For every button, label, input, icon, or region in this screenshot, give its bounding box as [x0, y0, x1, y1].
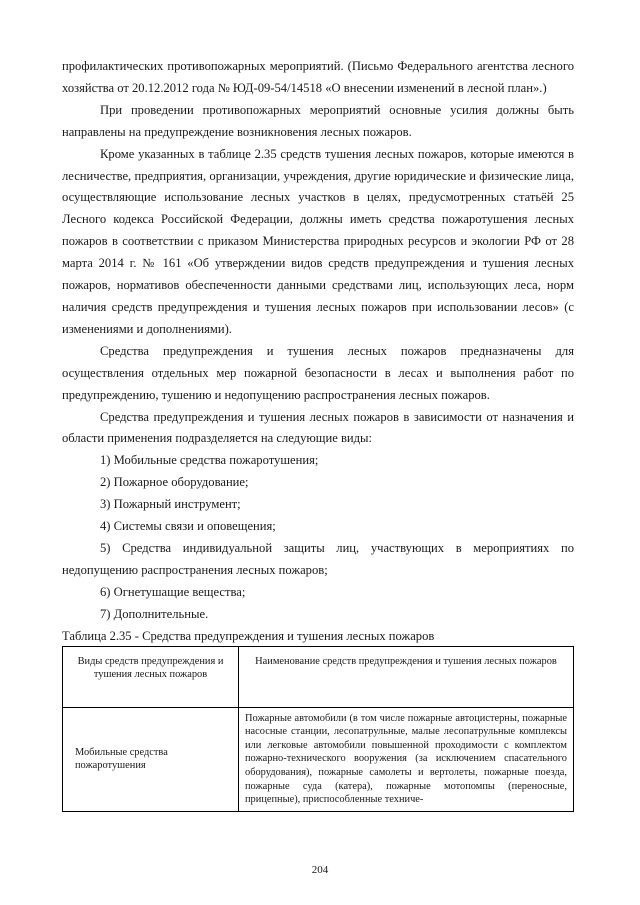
paragraph-2: При проведении противопожарных мероприятий основные усилия должны быть направлены на предупреждение возникновения лесных пожаров. [62, 102, 574, 139]
paragraph-1: профилактических противопожарных мероприятий. (Письмо Федерального агентства лесного хозяйства от 20.12.2012 года № ЮД-09-54/14518 «О внесении изменений в лесной план».) [62, 59, 574, 95]
table-caption: Таблица 2.35 - Средства предупреждения и тушения лесных пожаров [62, 628, 435, 643]
table-header-row [63, 646, 574, 707]
means-table [62, 646, 574, 812]
list-item: 1) Мобильные средства пожаротушения; [100, 453, 319, 468]
header-col-types: Виды средств предупреждения и тушения лесных пожаров [63, 646, 239, 707]
list-item: 2) Пожарное оборудование; [100, 475, 249, 490]
paragraph-4: Средства предупреждения и тушения лесных пожаров предназначены для осуществления отдельных мер пожарной безопасности в лесах и выполнения работ по предупреждению, тушению и недопущению распространения лесных пожаров. [62, 343, 574, 402]
header-col-names: Наименование средств предупреждения и тушения лесных пожаров [239, 646, 574, 707]
table-row [63, 707, 574, 811]
list-item: 6) Огнетушащие вещества; [100, 584, 246, 599]
list-item: 3) Пожарный инструмент; [100, 497, 241, 512]
page-number: 204 [311, 864, 329, 876]
paragraph-3: Кроме указанных в таблице 2.35 средств тушения лесных пожаров, которые имеются в лесничестве, предприятия, организации, учреждения, другие юридические и физические лица, осуществляющие использование лесных участков в целях, предусмотренных статьёй 25 Лесного кодекса Российской Федерации, должны иметь средства пожаротушения лесных пожаров в соответствии с приказом Министерства природных ресурсов и экологии РФ от 28 марта 2014 г. № 161 «Об утверждении видов средств предупреждения и тушения лесных пожаров, нормативов обеспеченности данными средствами лиц, использующих леса, норм наличия средств предупреждения и тушения лесных пожаров при использовании лесов» (с изменениями и дополнениями). [62, 146, 574, 336]
table-cell-names: Пожарные автомобили (в том числе пожарные автоцистерны, пожарные насосные станции, лесопатрульные, малые лесопатрульные комплексы или легковые автомобили повышенной проходимости с комплектом пожарно-технического вооружения (за исключением спасательного оборудования), пожарные самолеты и вертолеты, пожарные поезда, пожарные суда (катера), пожарные мотопомпы (переносные, прицепные), приспособленные техниче- [239, 707, 574, 811]
document-page [62, 56, 574, 812]
list-item: 7) Дополнительные. [100, 606, 209, 621]
list-item: 5) Средства индивидуальной защиты лиц, участвующих в мероприятиях по недопущению распространения лесных пожаров; [62, 540, 574, 577]
table-cell-type: Мобильные средства пожаротушения [63, 707, 239, 811]
paragraph-5: Средства предупреждения и тушения лесных пожаров в зависимости от назначения и области применения подразделяется на следующие виды: [62, 409, 574, 446]
list-item: 4) Системы связи и оповещения; [100, 519, 276, 534]
means-list [62, 450, 574, 625]
